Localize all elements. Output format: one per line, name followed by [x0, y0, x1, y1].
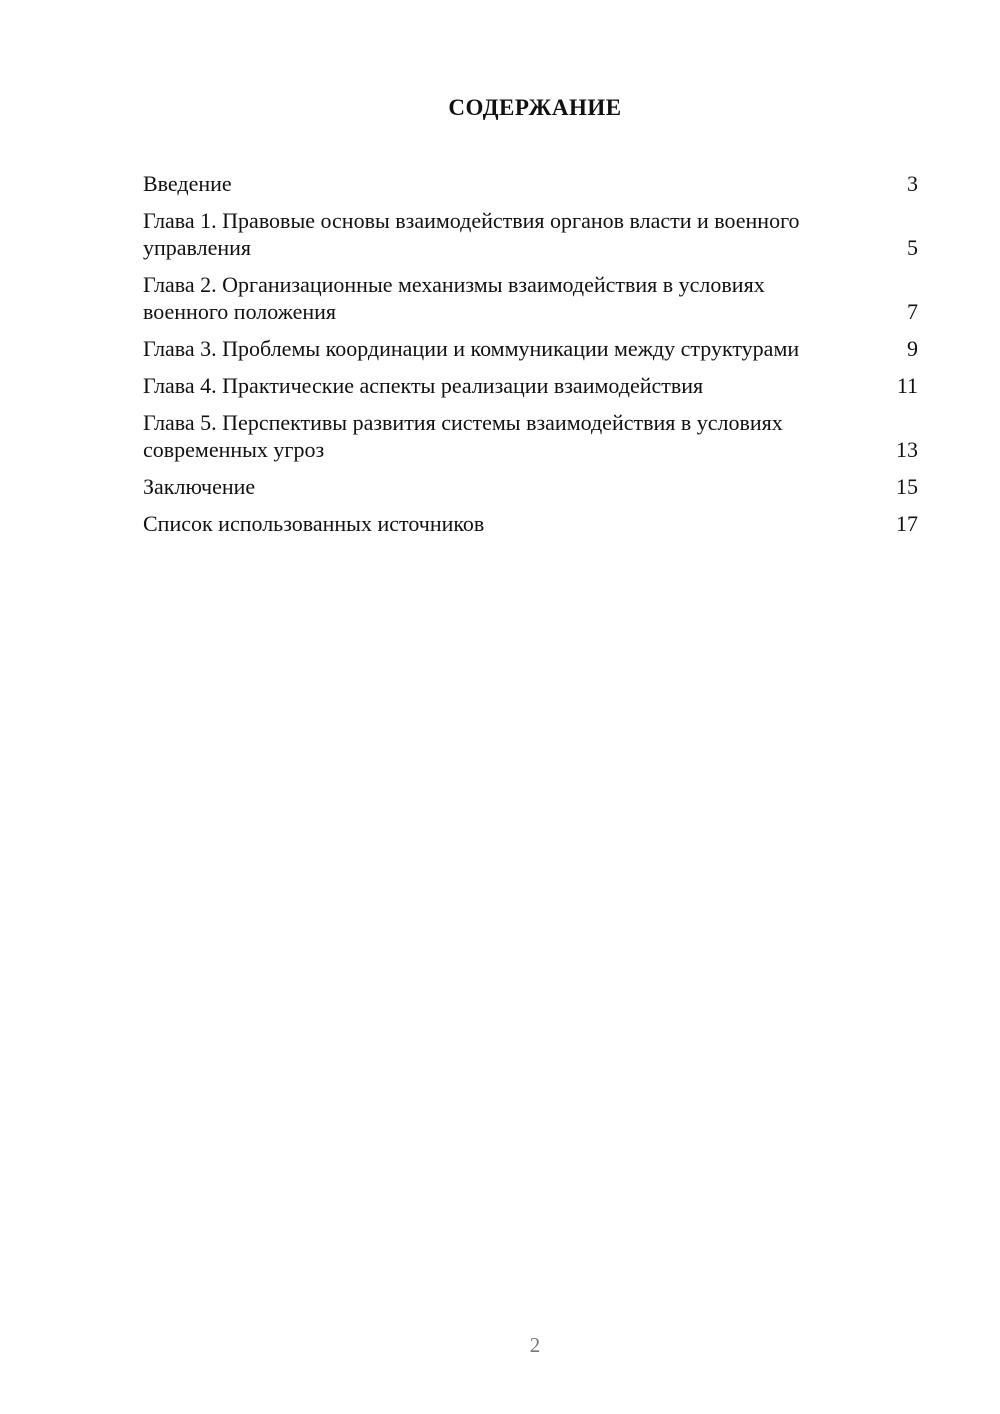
- toc-entry-page: 17: [896, 511, 918, 536]
- toc-entry-text: Введение: [143, 171, 232, 196]
- toc-entry-introduction: [143, 170, 918, 197]
- toc-entry-chapter-5: [143, 409, 918, 463]
- toc-entry-text: Глава 5. Перспективы развития системы взаимодействия в условиях современных угроз: [143, 410, 783, 462]
- toc-entry-text: Глава 3. Проблемы координации и коммуникации между структурами: [143, 336, 800, 361]
- toc-entry-page: 9: [907, 336, 918, 361]
- toc-title: СОДЕРЖАНИЕ: [448, 95, 622, 120]
- toc-entry-text: Список использованных источников: [143, 511, 485, 536]
- toc-entry-conclusion: [143, 473, 918, 500]
- toc-entry-chapter-4: [143, 372, 918, 399]
- toc-entry-page: 3: [907, 171, 918, 196]
- toc-entry-chapter-3: [143, 335, 918, 362]
- table-of-contents: [143, 170, 918, 547]
- toc-entry-text: Глава 2. Организационные механизмы взаимодействия в условиях военного положения: [143, 272, 765, 324]
- toc-entry-page: 11: [896, 373, 918, 398]
- toc-entry-references: [143, 510, 918, 537]
- toc-entry-page: 7: [907, 299, 918, 324]
- page-number: 2: [529, 1333, 541, 1357]
- toc-entry-chapter-1: [143, 207, 918, 261]
- toc-entry-text: Заключение: [143, 474, 256, 499]
- toc-entry-page: 5: [907, 235, 918, 260]
- toc-entry-chapter-2: [143, 271, 918, 325]
- toc-entry-page: 13: [896, 437, 918, 462]
- toc-entry-text: Глава 4. Практические аспекты реализации взаимодействия: [143, 373, 704, 398]
- toc-entry-page: 15: [896, 474, 918, 499]
- toc-entry-text: Глава 1. Правовые основы взаимодействия органов власти и военного управления: [143, 208, 800, 260]
